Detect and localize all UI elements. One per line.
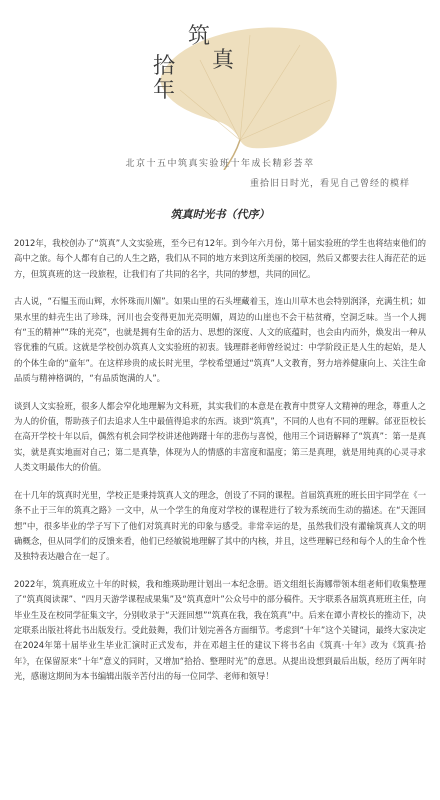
title-char-nian: 年 [153, 78, 176, 103]
title-char-shi: 拾 [153, 54, 176, 79]
paragraph-4: 在十几年的筑真时光里，学校正是秉持筑真人文的理念，创设了不同的课程。首届筑真班的班长田宇同学在《一条不止于三年的筑真之路》一文中，从一个学生的角度对学校的课程进行了较为系统而生动的描述。在“天涯回想”中，很多毕业的学子写下了他们对筑真时光的印象与感受。非常幸运的是，虽然我们没有灌输筑真人文的明确概念，但从同学们的反馈来看，他们已经敏锐地理解了其中的内核，并且，这些理解已经和每个人的生命个性及独特表达融合在一起了。 [14, 489, 426, 562]
article-heading: 筑真时光书（代序） [170, 208, 270, 221]
tagline: 重拾旧日时光，看见自己曾经的模样 [249, 179, 410, 189]
article [14, 206, 426, 697]
header-banner [0, 0, 440, 200]
title-char-zhen: 真 [212, 48, 235, 73]
paragraph-2: 古人说，“石韫玉而山辉，水怀珠而川媚”。如果山里的石头埋藏着玉，连山川草木也会特别润泽，充满生机；如果水里的蚌壳生出了珍珠，河川也会变得更加光亮明媚，周边的山崖也不会干枯贫瘠，空洞乏味。当一个人拥有“玉的精神”“珠的光亮”，也就是拥有生命的活力、思想的深度、人文的底蕴时，也会由内而外，焕发出一种从容优雅的气质。这就是学校创办筑真人文实验班的初衷。钱理群老师曾经说过：中学阶段正是人生的起始，是人的个体生命的“童年”。在这样珍贵的成长时光里，学校希望通过“筑真”人文教育，努力培养健康向上、关注生命品质与精神格调的，“有品质饱满的人”。 [14, 296, 426, 384]
subtitle: 北京十五中筑真实验班十年成长精彩荟萃 [125, 159, 315, 169]
title-char-zhu: 筑 [188, 24, 211, 49]
paragraph-1: 2012年，我校创办了“筑真”人文实验班，至今已有12年。到今年六月份，第十届实验班的学生也将结束他们的高中之旅。每个人都有自己的人生之路，我们从不同的地方来到这所美丽的校园，然后又都要去往人海茫茫的远方，但筑真班的这一段旅程，让我们有了共同的名字，共同的梦想，共同的回忆。 [14, 238, 426, 279]
paragraph-5: 2022年，筑真班成立十年的时候，我和维瑛助理计划出一本纪念册。语文组组长海娜带领本组老师们收集整理了“筑真阅读课”、“四月天游学课程成果集”及“筑真意叶”公众号中的部分稿件。天宇联系各届筑真班班主任，向毕业生及在校同学征集文字，分别收录于“天涯回想”“筑真在我，我在筑真”中。后来在谭小青校长的推动下，决定联系出版社将此书出版发行。受此鼓舞，我们计划完善各方面细节。考虑到“十年”这个关键词，最终大家决定在2024年第十届毕业生毕业汇演时正式发布，并在邓超主任的建议下将书名由《筑真·十年》改为《筑真·拾年》，在保留原来“十年”意义的同时，又增加“拾拾、整理时光”的意思。从提出设想到最后出版，经历了两年时光，感谢这期间为本书编辑出版辛苦付出的每一位同学、老师和领导！ [14, 578, 426, 682]
paragraph-3: 谈到人文实验班，很多人都会窄化地理解为文科班，其实我们的本意是在教育中贯穿人文精神的理念，尊重人之为人的价值，帮助孩子们去追求人生中最值得追求的东西。谈到“筑真”，不同的人也有不同的理解。邰亚臣校长在高开学校十年以后，偶然有机会同学校讲述他踌躇十年的悲伤与喜悦，他用三个词语解释了“筑真”：第一是真实，就是真实地面对自己；第二是真挚，体现为人的情感的丰富度和温度；第三是真理，就是用纯真的心灵寻求人类文明最伟大的价值。 [14, 400, 426, 473]
